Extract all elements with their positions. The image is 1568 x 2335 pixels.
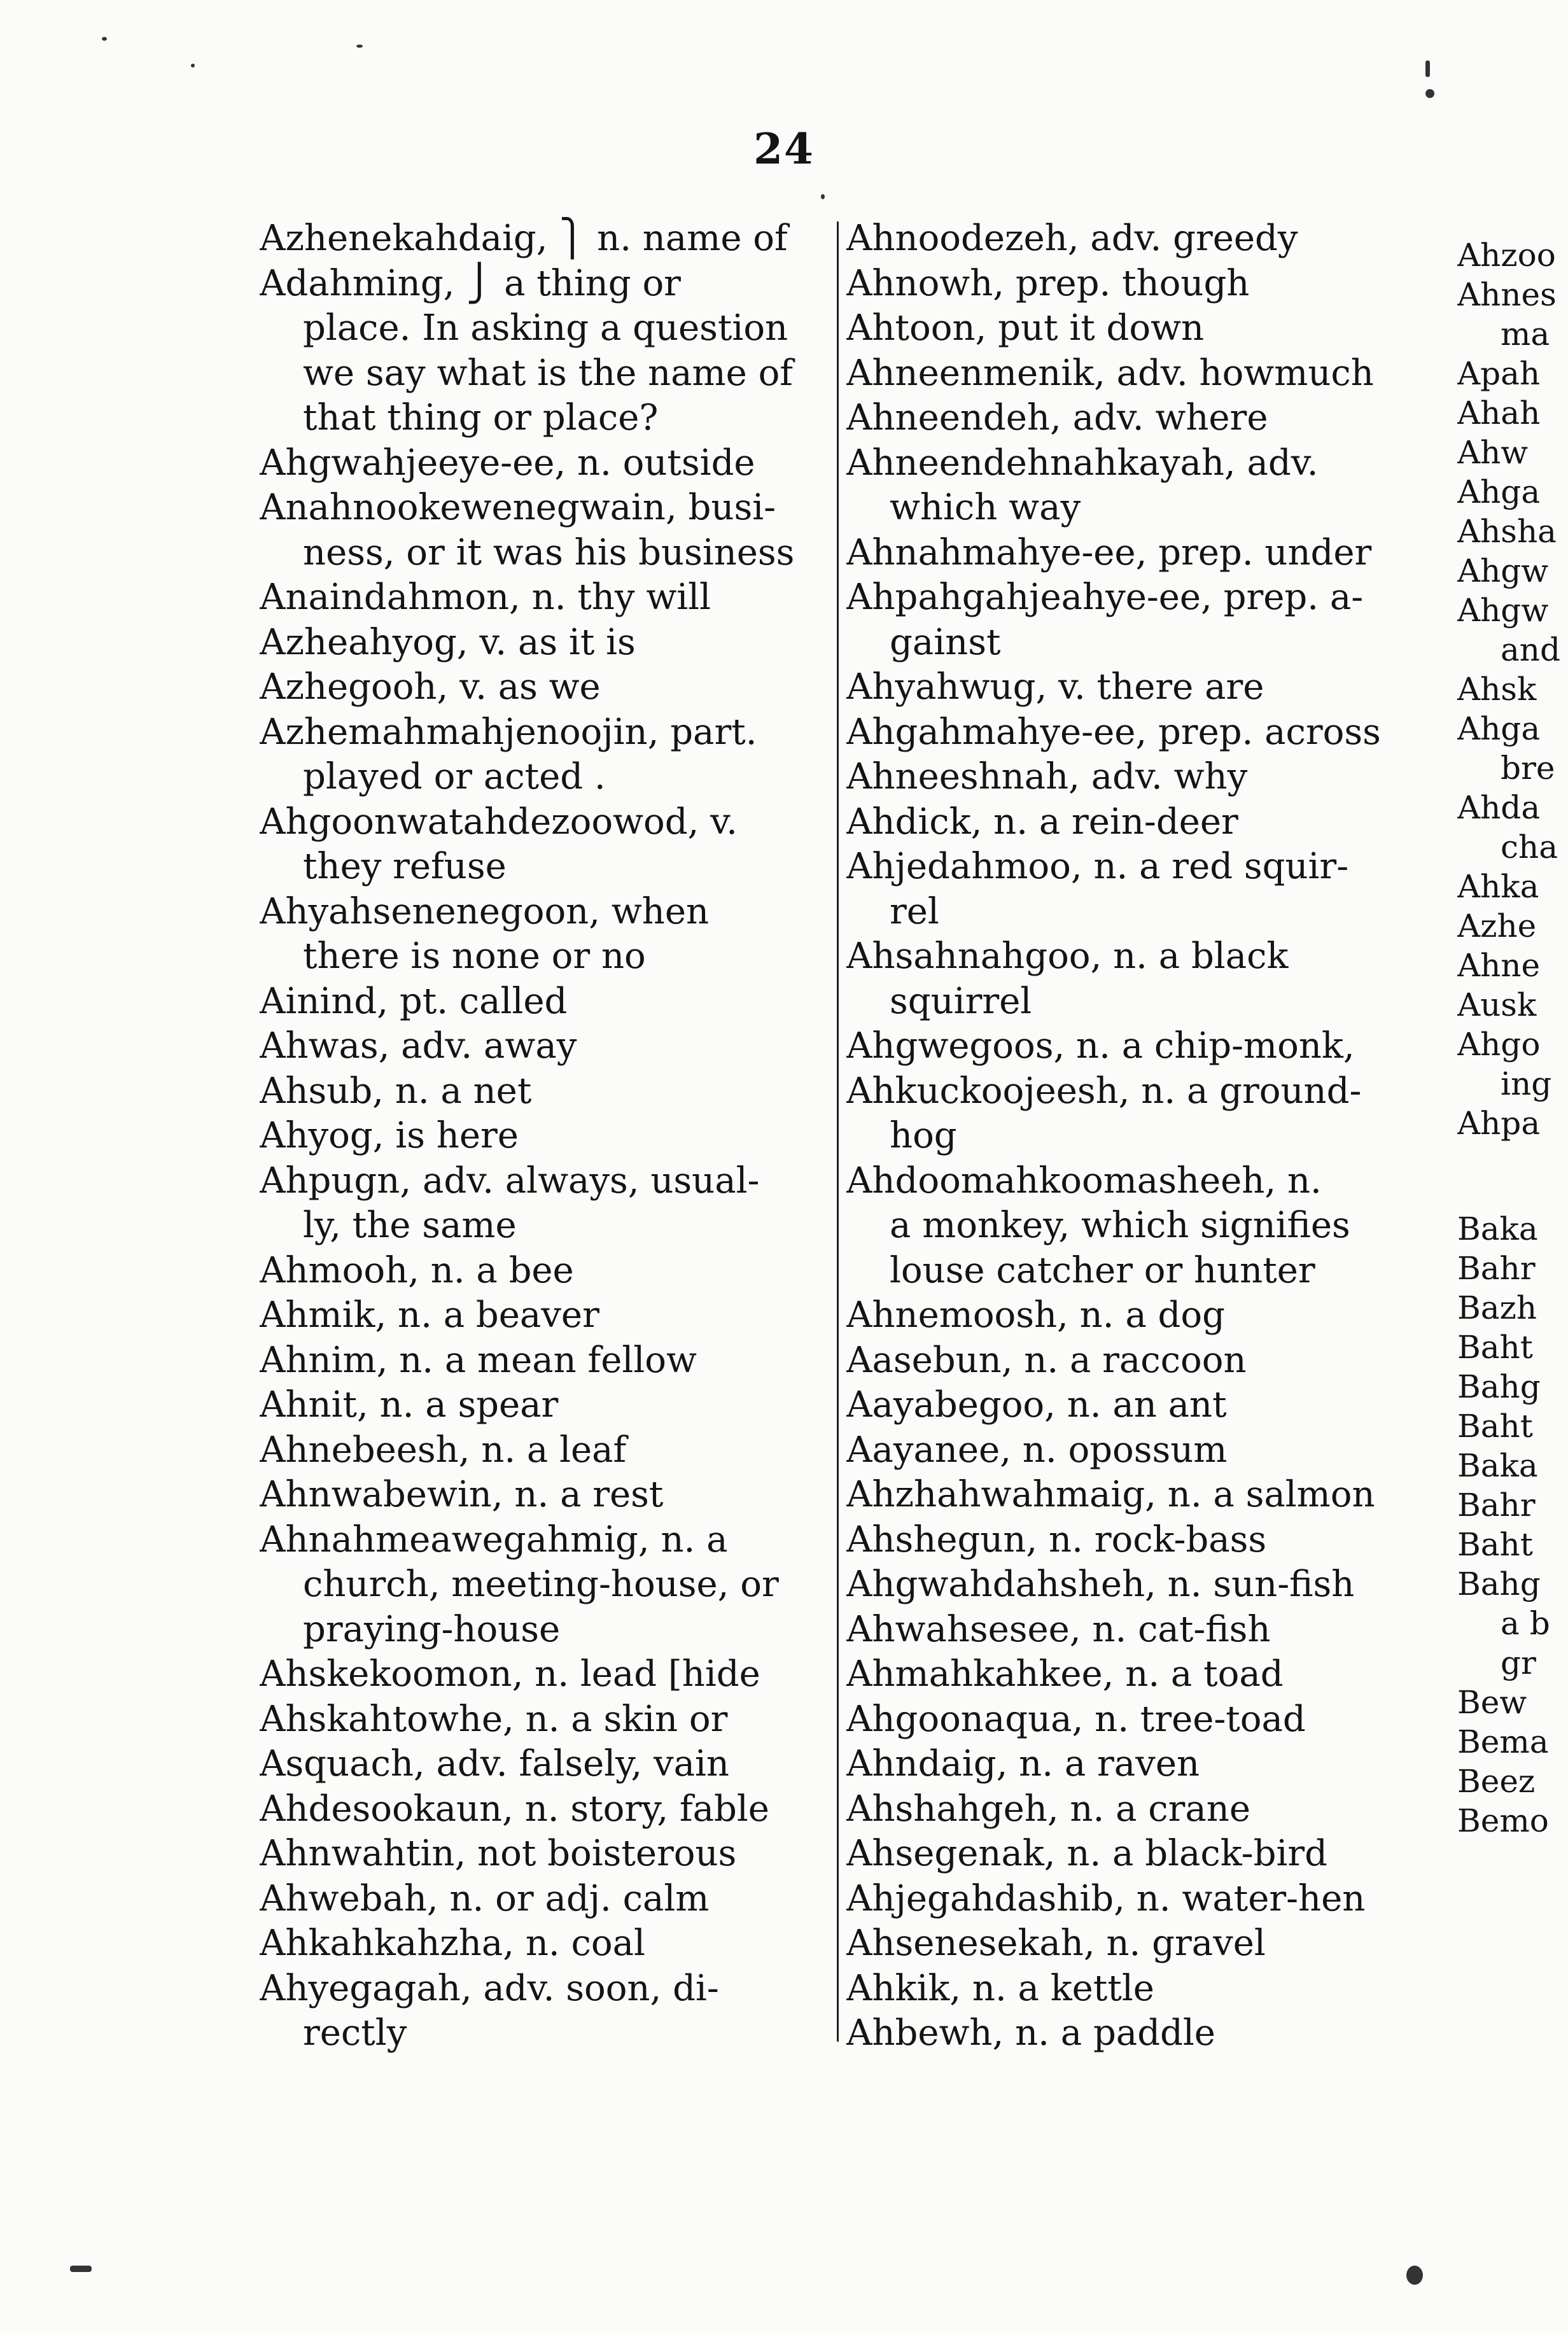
cropped-entry-fragment: Ausk	[1457, 986, 1537, 1023]
page-number: 24	[753, 124, 815, 174]
scan-speck	[70, 2266, 92, 2272]
cropped-entry-fragment: Bema	[1457, 1723, 1549, 1760]
dictionary-entry-line: hog	[890, 1115, 957, 1156]
dictionary-entry-line: Ahpahgahjeahye-ee, prep. a-	[846, 577, 1364, 618]
cropped-entry-fragment: Bahr	[1457, 1487, 1536, 1524]
cropped-entry-fragment: Bahr	[1457, 1250, 1536, 1287]
dictionary-entry-line: Ahnim, n. a mean fellow	[260, 1339, 697, 1381]
dictionary-entry-line: church, meeting-house, or	[303, 1564, 779, 1605]
dictionary-entry-line: Ahndaig, n. a raven	[846, 1743, 1200, 1785]
dictionary-entry-line: squirrel	[890, 980, 1032, 1022]
dictionary-entry-line: Ahskahtowhe, n. a skin or	[260, 1698, 728, 1740]
cropped-entry-fragment: Baht	[1457, 1408, 1533, 1445]
cropped-entry-fragment: Ahgw	[1457, 592, 1549, 629]
cropped-entry-fragment: Bew	[1457, 1684, 1527, 1721]
right-column-cropped	[1457, 235, 1568, 1841]
dictionary-entry-line: Ahsegenak, n. a black-bird	[846, 1833, 1327, 1874]
scan-speck	[1425, 60, 1430, 77]
dictionary-entry-line: Aasebun, n. a raccoon	[846, 1339, 1247, 1381]
cropped-entry-fragment: Azhe	[1457, 908, 1537, 944]
scan-speck	[356, 45, 363, 48]
dictionary-entry-line: Ahjegahdashib, n. water-hen	[846, 1877, 1366, 1919]
cropped-entry-fragment: ing	[1501, 1065, 1552, 1102]
dictionary-entry-line: ly, the same	[303, 1205, 517, 1246]
dictionary-entry-line: Ahgwegoos, n. a chip-monk,	[846, 1025, 1355, 1067]
cropped-entry-fragment: Ahah	[1457, 395, 1541, 431]
dictionary-entry-line: rectly	[303, 2012, 407, 2054]
dictionary-entry-line: Ahgwahjeeye-ee, n. outside	[260, 442, 755, 484]
cropped-entry-fragment: Bahg	[1457, 1566, 1541, 1602]
dictionary-entry-line: Ahkahkahzha, n. coal	[260, 1923, 645, 1964]
dictionary-entry-line: Ahneendehnahkayah, adv.	[846, 442, 1319, 484]
cropped-entry-fragment: gr	[1501, 1644, 1536, 1681]
dictionary-entry-line: Azhenekahdaig, ⎫ n. name of	[260, 218, 788, 259]
cropped-entry-fragment: Ahsk	[1457, 671, 1537, 708]
dictionary-entry-line: Adahming, ⎭ a thing or	[260, 262, 681, 304]
dictionary-entry-line: Anahnookewenegwain, busi-	[260, 487, 776, 528]
cropped-entry-fragment: cha	[1501, 829, 1558, 866]
cropped-entry-fragment: Apah	[1457, 355, 1541, 392]
cropped-entry-fragment: Ahw	[1457, 434, 1529, 471]
dictionary-entry-line: Aayanee, n. opossum	[846, 1429, 1228, 1471]
cropped-entry-fragment: ma	[1501, 316, 1550, 353]
dictionary-entry-line: Ahwahsesee, n. cat-fish	[846, 1608, 1271, 1650]
dictionary-entry-line: Ahyahwug, v. there are	[846, 666, 1264, 708]
cropped-entry-fragment: Ahzoo	[1457, 237, 1556, 274]
middle-column	[846, 216, 1422, 2056]
cropped-entry-fragment: Bahg	[1457, 1368, 1541, 1405]
dictionary-entry-line: Ahnemoosh, n. a dog	[846, 1294, 1225, 1336]
dictionary-entry-line: Ahsahnahgoo, n. a black	[846, 936, 1289, 977]
dictionary-entry-line: Azheahyog, v. as it is	[260, 621, 636, 663]
cropped-entry-fragment: Bazh	[1457, 1289, 1537, 1326]
dictionary-entry-line: Ahnwabewin, n. a rest	[260, 1474, 664, 1515]
dictionary-entry-line: they refuse	[303, 846, 507, 887]
dictionary-entry-line: Ahmooh, n. a bee	[260, 1249, 574, 1291]
cropped-entry-fragment: Baka	[1457, 1210, 1538, 1247]
dictionary-entry-line: Ahpugn, adv. always, usual-	[260, 1160, 760, 1202]
right-column-top-entries	[1457, 235, 1568, 1143]
dictionary-entry-line: Ahneenmenik, adv. howmuch	[846, 352, 1374, 394]
cropped-entry-fragment: Baka	[1457, 1447, 1538, 1484]
dictionary-entry-line: Ahkuckoojeesh, n. a ground-	[846, 1070, 1362, 1112]
dictionary-entry-line: Ahskekoomon, n. lead [hide	[260, 1653, 760, 1695]
cropped-entry-fragment: bre	[1501, 750, 1555, 787]
dictionary-entry-line: Aayabegoo, n. an ant	[846, 1384, 1227, 1426]
right-column-gap	[1457, 1143, 1568, 1209]
dictionary-entry-line: Ahdesookaun, n. story, fable	[260, 1788, 769, 1830]
cropped-entry-fragment: Baht	[1457, 1526, 1533, 1563]
cropped-entry-fragment: Ahga	[1457, 710, 1541, 747]
dictionary-entry-line: Ahwebah, n. or adj. calm	[260, 1877, 710, 1919]
scan-speck	[1406, 2266, 1423, 2285]
dictionary-entry-line: place. In asking a question	[303, 307, 788, 349]
dictionary-entry-line: ness, or it was his business	[303, 531, 795, 573]
dictionary-entry-line: Ahbewh, n. a paddle	[846, 2012, 1215, 2054]
cropped-entry-fragment: and	[1501, 631, 1561, 668]
dictionary-entry-line: Ahyahsenenegoon, when	[260, 890, 710, 932]
dictionary-entry-line: Ahnwahtin, not boisterous	[260, 1833, 737, 1874]
scan-speck	[1425, 89, 1434, 98]
dictionary-entry-line: gainst	[890, 621, 1001, 663]
dictionary-entry-line: Ahmik, n. a beaver	[260, 1294, 599, 1336]
dictionary-entry-line: Anaindahmon, n. thy will	[260, 577, 711, 618]
dictionary-entry-line: Ahzhahwahmaig, n. a salmon	[846, 1474, 1375, 1515]
dictionary-entry-line: Ahgahmahye-ee, prep. across	[846, 711, 1381, 753]
dictionary-entry-line: Ahsub, n. a net	[260, 1070, 532, 1112]
dictionary-entry-line: that thing or place?	[303, 397, 659, 438]
cropped-entry-fragment: Ahne	[1457, 947, 1541, 984]
dictionary-entry-line: Ahneeshnah, adv. why	[846, 756, 1248, 797]
dictionary-entry-line: Ahnoodezeh, adv. greedy	[846, 218, 1298, 259]
dictionary-entry-line: Ahnit, n. a spear	[260, 1384, 559, 1426]
dictionary-entry-line: Ahgoonwatahdezoowod, v.	[260, 801, 738, 843]
right-column-bottom-entries	[1457, 1209, 1568, 1841]
scan-speck	[191, 64, 195, 67]
dictionary-entry-line: Ahyog, is here	[260, 1115, 519, 1156]
dictionary-entry-line: Ahsenesekah, n. gravel	[846, 1923, 1266, 1964]
dictionary-entry-line: Ahyegagah, adv. soon, di-	[260, 1967, 719, 2009]
dictionary-entry-line: praying-house	[303, 1608, 561, 1650]
dictionary-entry-line: Ahshegun, n. rock-bass	[846, 1518, 1267, 1560]
dictionary-entry-line: Ahdoomahkoomasheeh, n.	[846, 1160, 1322, 1202]
cropped-entry-fragment: Ahsha	[1457, 513, 1557, 550]
cropped-entry-fragment: Ahgo	[1457, 1026, 1541, 1063]
cropped-entry-fragment: Ahpa	[1457, 1105, 1541, 1142]
cropped-entry-fragment: Ahka	[1457, 868, 1539, 905]
cropped-entry-fragment: a b	[1501, 1605, 1550, 1642]
column-rule	[837, 221, 839, 2042]
dictionary-entry-line: Ahnahmahye-ee, prep. under	[846, 531, 1372, 573]
cropped-entry-fragment: Baht	[1457, 1329, 1533, 1366]
dictionary-entry-line: Ahnahmeawegahmig, n. a	[260, 1518, 728, 1560]
dictionary-entry-line: Ahshahgeh, n. a crane	[846, 1788, 1251, 1830]
dictionary-entry-line: Azhemahmahjenoojin, part.	[260, 711, 757, 753]
scan-speck	[821, 194, 825, 199]
dictionary-entry-line: which way	[890, 487, 1081, 528]
cropped-entry-fragment: Ahnes	[1457, 276, 1557, 313]
dictionary-entry-line: Asquach, adv. falsely, vain	[260, 1743, 729, 1785]
dictionary-entry-line: Azhegooh, v. as we	[260, 666, 601, 708]
dictionary-entry-line: Ahdick, n. a rein-deer	[846, 801, 1238, 843]
dictionary-entry-line: Ahwas, adv. away	[260, 1025, 577, 1067]
dictionary-entry-line: louse catcher or hunter	[890, 1249, 1315, 1291]
dictionary-entry-line: Ainind, pt. called	[260, 980, 568, 1022]
cropped-entry-fragment: Ahgw	[1457, 552, 1549, 589]
dictionary-entry-line: Ahgoonaqua, n. tree-toad	[846, 1698, 1306, 1740]
dictionary-entry-line: Ahmahkahkee, n. a toad	[846, 1653, 1284, 1695]
cropped-entry-fragment: Ahda	[1457, 789, 1541, 826]
dictionary-entry-line: rel	[890, 890, 939, 932]
dictionary-entry-line: Ahjedahmoo, n. a red squir-	[846, 846, 1349, 887]
cropped-entry-fragment: Beez	[1457, 1763, 1536, 1800]
dictionary-entry-line: Ahnowh, prep. though	[846, 262, 1250, 304]
dictionary-entry-line: Ahgwahdahsheh, n. sun-fish	[846, 1564, 1355, 1605]
dictionary-entry-line: Ahnebeesh, n. a leaf	[260, 1429, 627, 1471]
dictionary-entry-line: played or acted .	[303, 756, 606, 797]
dictionary-entry-line: there is none or no	[303, 936, 646, 977]
cropped-entry-fragment: Bemo	[1457, 1802, 1549, 1839]
dictionary-entry-line: Ahkik, n. a kettle	[846, 1967, 1154, 2009]
scan-speck	[102, 37, 107, 41]
left-column	[260, 216, 836, 2056]
dictionary-entry-line: we say what is the name of	[303, 352, 794, 394]
dictionary-entry-line: Ahtoon, put it down	[846, 307, 1205, 349]
cropped-entry-fragment: Ahga	[1457, 473, 1541, 510]
dictionary-entry-line: a monkey, which signifies	[890, 1205, 1350, 1246]
dictionary-entry-line: Ahneendeh, adv. where	[846, 397, 1268, 438]
